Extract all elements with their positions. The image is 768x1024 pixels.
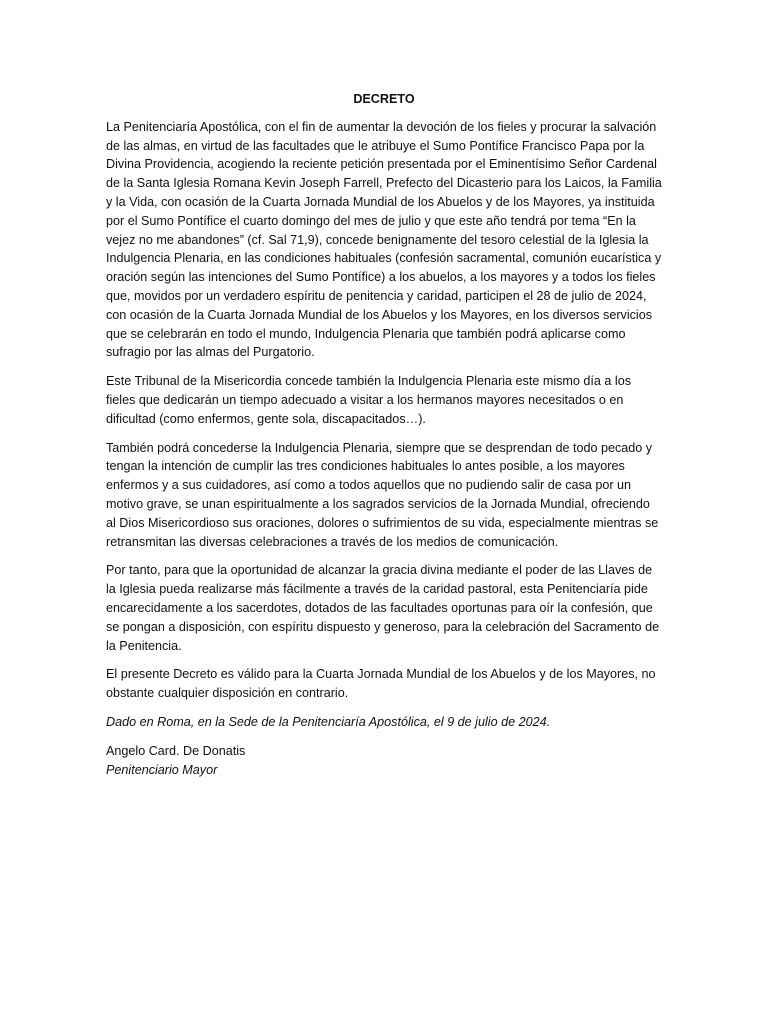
signatory-title: Penitenciario Mayor <box>106 762 218 777</box>
dateline: Dado en Roma, en la Sede de la Penitenciaría Apostólica, el 9 de julio de 2024. <box>106 714 551 729</box>
document-body <box>106 90 662 779</box>
signatory-name: Angelo Card. De Donatis <box>106 743 246 758</box>
paragraph-2: Este Tribunal de la Misericordia concede también la Indulgencia Plenaria este mismo día a los fieles que dedicarán un tiempo adecuado a visitar a los hermanos mayores necesitados o en dificultad (como enfermos, gente sola, discapacitados…). <box>106 374 632 426</box>
paragraph-4: Por tanto, para que la oportunidad de alcanzar la gracia divina mediante el poder de las Llaves de la Iglesia pueda realizarse más fácilmente a través de la caridad pastoral, esta Penitenciaría pide encarecidamente a los sacerdotes, dotados de las facultades oportunas para oír la confesión, que se pongan a disposición, con espíritu dispuesto y generoso, para la celebración del Sacramento de la Penitencia. <box>106 563 660 653</box>
paragraph-1: La Penitenciaría Apostólica, con el fin de aumentar la devoción de los fieles y procurar la salvación de las almas, en virtud de las facultades que le atribuye el Sumo Pontífice Francisco Papa por la Divina Providencia, acogiendo la reciente petición presentada por el Eminentísimo Señor Cardenal de la Santa Iglesia Romana Kevin Joseph Farrell, Prefecto del Dicasterio para los Laicos, la Familia y la Vida, con ocasión de la Cuarta Jornada Mundial de los Abuelos y de los Mayores, ya instituida por el Sumo Pontífice el cuarto domingo del mes de julio y que este año tendrá por tema “En la vejez no me abandones” (cf. Sal 71,9), concede benignamente del tesoro celestial de la Iglesia la Indulgencia Plenaria, en las condiciones habituales (confesión sacramental, comunión eucarística y oración según las intenciones del Sumo Pontífice) a los abuelos, a los mayores y a todos los fieles que, movidos por un verdadero espíritu de penitencia y caridad, participen el 28 de julio de 2024, con ocasión de la Cuarta Jornada Mundial de los Abuelos y los Mayores, en los diversos servicios que se celebrarán en todo el mundo, Indulgencia Plenaria que también podrá aplicarse como sufragio por las almas del Purgatorio. <box>106 119 662 360</box>
paragraph-5: El presente Decreto es válido para la Cuarta Jornada Mundial de los Abuelos y de los Mayores, no obstante cualquier disposición en contrario. <box>106 667 656 701</box>
document-title: DECRETO <box>353 92 415 106</box>
paragraph-3: También podrá concederse la Indulgencia Plenaria, siempre que se desprendan de todo pecado y tengan la intención de cumplir las tres condiciones habituales lo antes posible, a los mayores enfermos y a sus cuidadores, así como a todos aquellos que no pudiendo salir de casa por un motivo grave, se unan espiritualmente a los sagrados servicios de la Jornada Mundial, ofreciendo al Dios Misericordioso sus oraciones, dolores o sufrimientos de su vida, especialmente mientras se retransmitan las diversas celebraciones a través de los medios de comunicación. <box>106 440 659 549</box>
